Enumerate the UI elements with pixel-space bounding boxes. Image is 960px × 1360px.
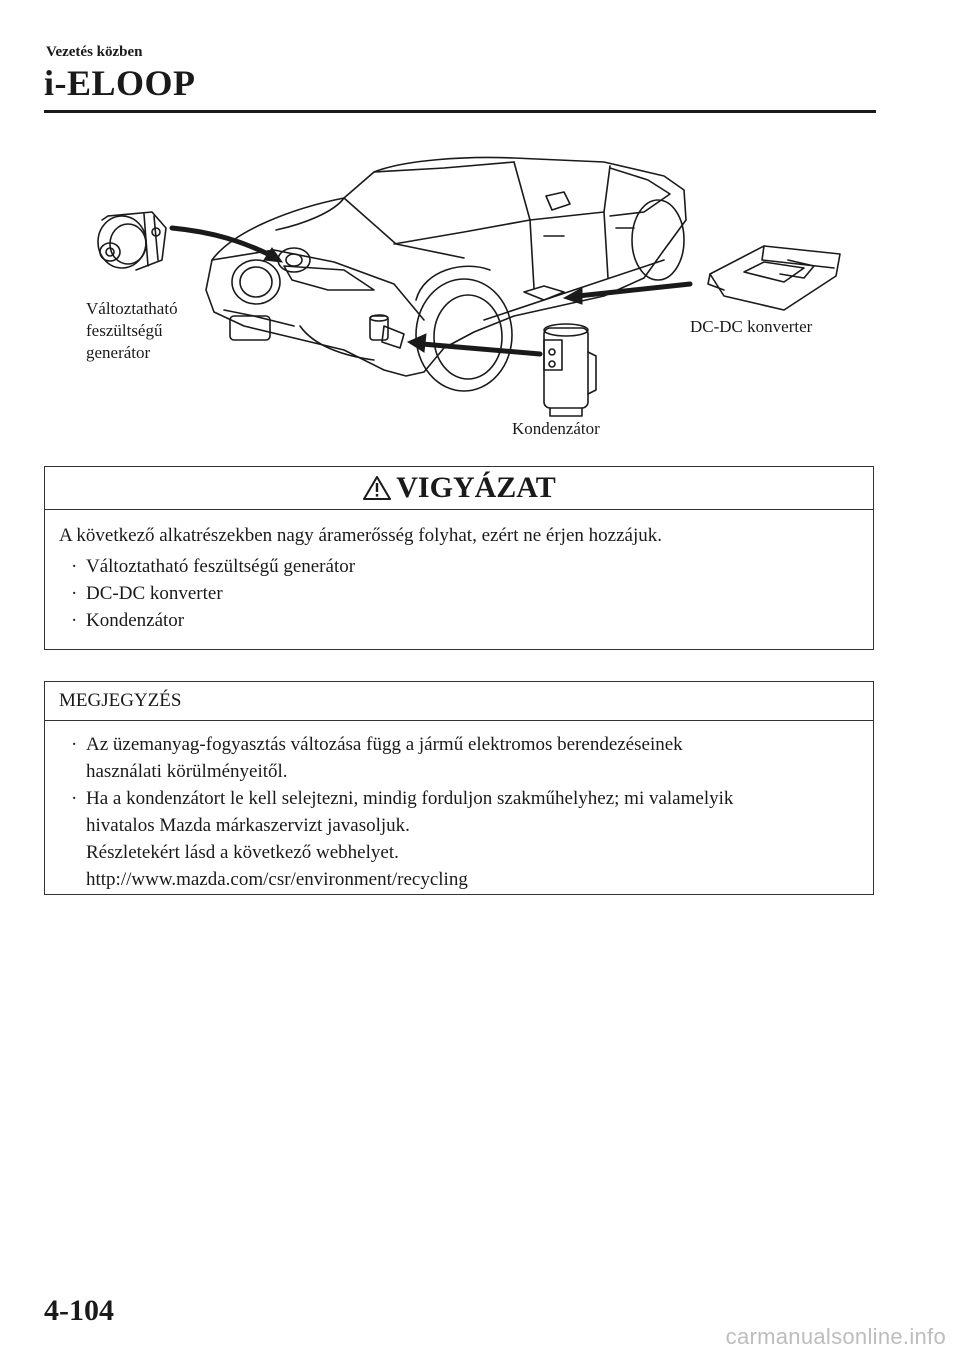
section-label: Vezetés közben xyxy=(46,44,143,60)
generator-label xyxy=(86,298,178,364)
condenser-component xyxy=(544,324,596,416)
car-components-illustration xyxy=(44,120,876,460)
caution-intro: A következő alkatrészekben nagy áramerősség folyhat, ezért ne érjen hozzájuk. xyxy=(59,525,662,546)
generator-label-line: generátor xyxy=(86,343,151,362)
car-body xyxy=(206,158,686,391)
list-item-text: használati körülményeitől. xyxy=(86,761,288,782)
condenser-arrow xyxy=(408,334,540,354)
list-item: · Az üzemanyag-fogyasztás változása függ a jármű elektromos berendezéseinek használati körülményeitől. xyxy=(59,731,873,785)
condenser-label: Kondenzátor xyxy=(512,419,600,438)
list-item: · Kondenzátor xyxy=(71,610,185,631)
list-item-text: Ha a kondenzátort le kell selejtezni, mindig forduljon szakműhelyhez; mi valamelyik xyxy=(86,788,734,809)
caution-body xyxy=(45,510,873,634)
list-item-text: Az üzemanyag-fogyasztás változása függ a jármű elektromos berendezéseinek xyxy=(86,734,683,755)
note-list xyxy=(59,731,873,893)
caution-header xyxy=(45,467,873,510)
caution-box xyxy=(44,466,874,650)
list-item-text: Változtatható feszültségű generátor xyxy=(86,556,356,577)
list-item-text: hivatalos Mazda márkaszervizt javasoljuk. xyxy=(86,815,410,836)
generator-component xyxy=(98,212,166,270)
generator-in-car xyxy=(278,248,310,272)
title-rule xyxy=(44,110,876,113)
list-item-text: Részletekért lásd a következő webhelyet. xyxy=(86,842,399,863)
note-body xyxy=(45,721,873,893)
page-title: i-ELOOP xyxy=(44,63,196,103)
note-box xyxy=(44,681,874,895)
note-heading: MEGJEGYZÉS xyxy=(59,690,182,711)
watermark: carmanualsonline.info xyxy=(725,1324,946,1349)
dcdc-label: DC-DC konverter xyxy=(690,317,813,336)
list-item: · DC-DC konverter xyxy=(71,583,223,604)
list-item: · Változtatható feszültségű generátor xyxy=(71,556,356,577)
caution-list xyxy=(59,553,873,634)
note-header xyxy=(45,682,873,721)
dcdc-component xyxy=(708,246,840,310)
list-item: · Ha a kondenzátort le kell selejtezni, mindig forduljon szakműhelyhez; mi valamelyik hivatalos Mazda márkaszervizt javasoljuk. Részletekért lásd a következő webhelyet. http://www.mazda.com/csr/environment/recycling xyxy=(59,785,873,893)
list-item-text: DC-DC konverter xyxy=(86,583,223,604)
warning-triangle-icon xyxy=(362,475,392,501)
generator-label-line: Változtatható xyxy=(86,299,178,318)
list-item-text: Kondenzátor xyxy=(86,610,185,631)
condenser-in-car xyxy=(370,315,388,340)
caution-heading: VIGYÁZAT xyxy=(396,471,556,504)
page-number: 4-104 xyxy=(44,1294,114,1327)
recycling-link[interactable]: http://www.mazda.com/csr/environment/recycling xyxy=(86,869,468,890)
generator-label-line: feszültségű xyxy=(86,321,163,340)
